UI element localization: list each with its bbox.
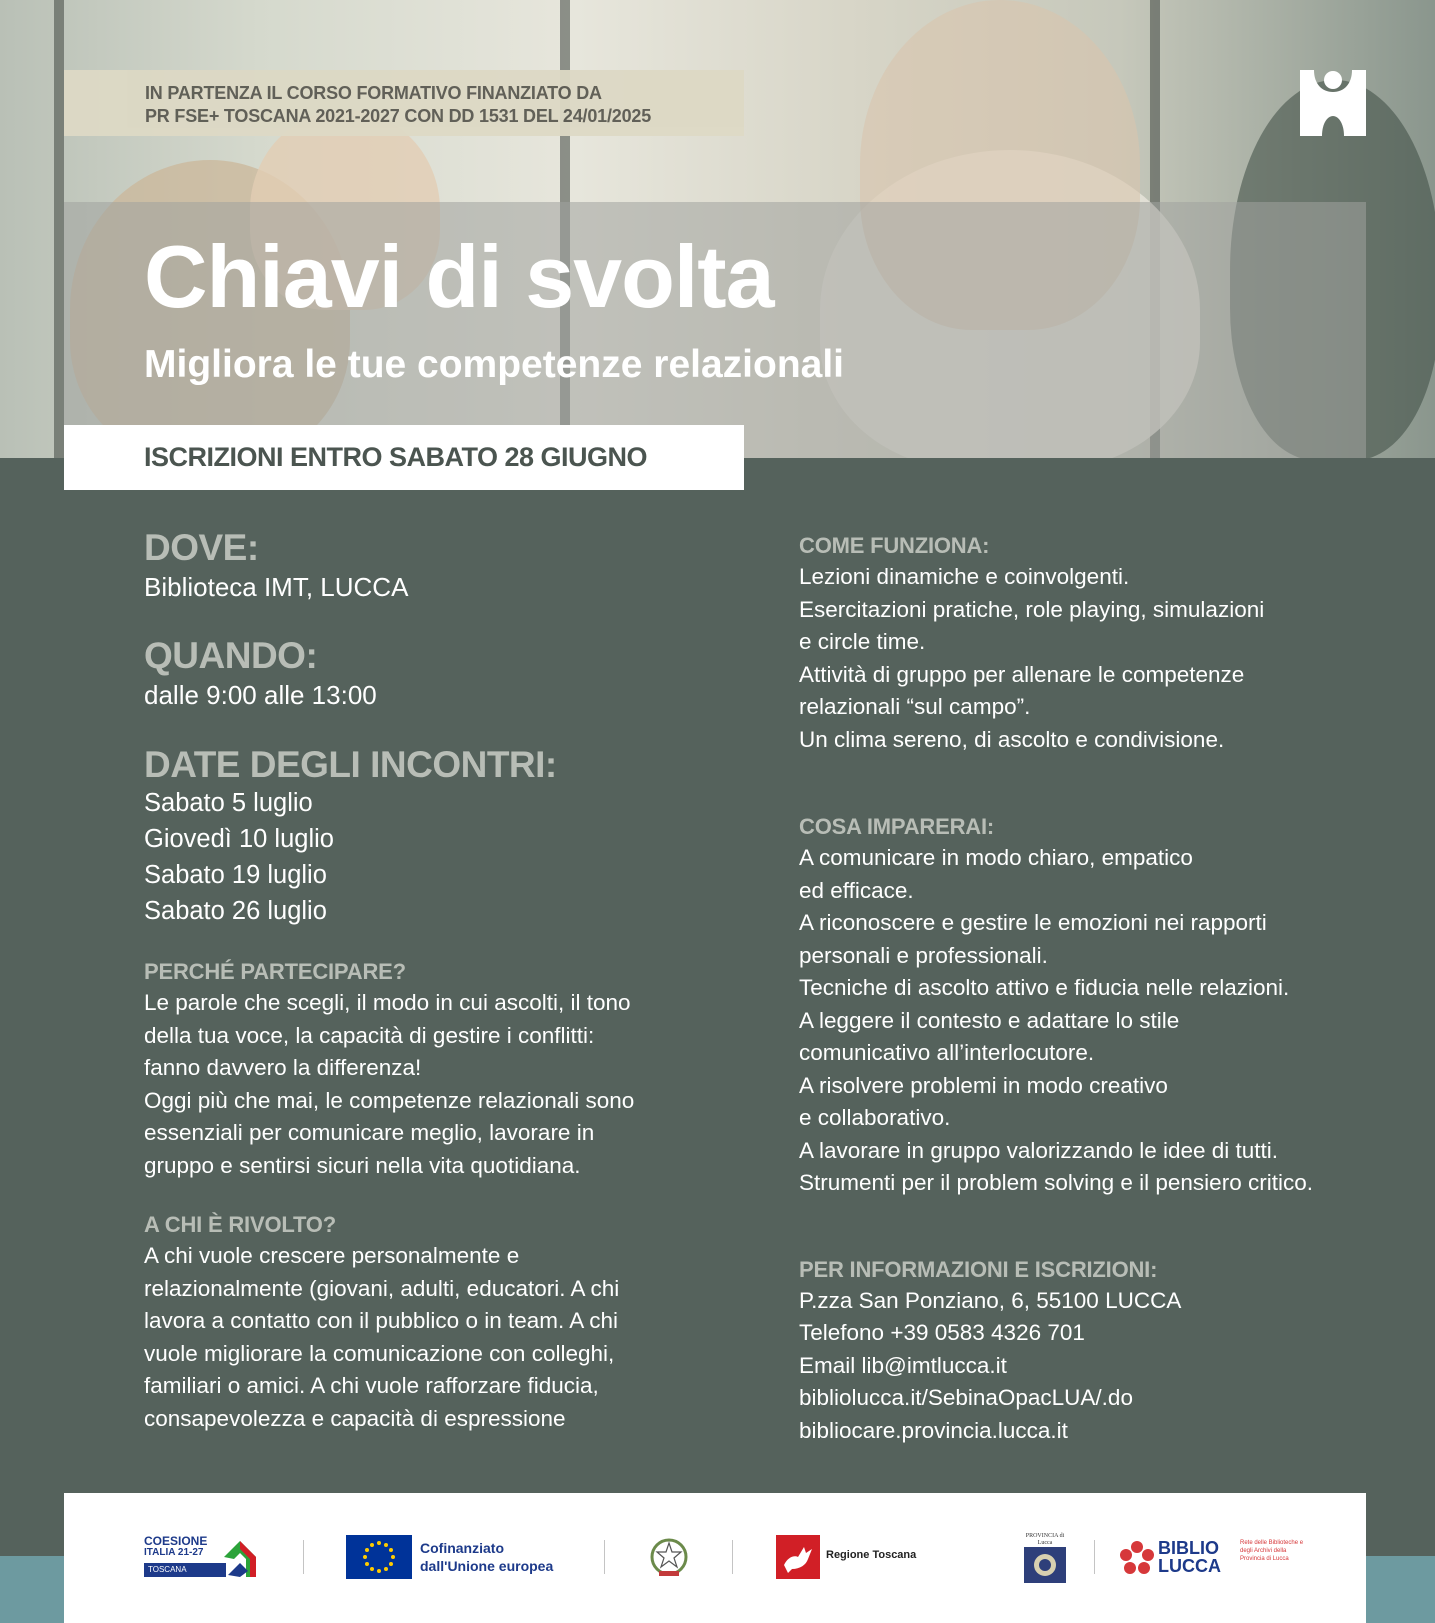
coesione-tag: TOSCANA [144, 1563, 226, 1577]
info-link-bibliocare[interactable]: bibliocare.provincia.lucca.it [799, 1417, 1068, 1443]
italian-republic-emblem-icon [649, 1535, 689, 1579]
logo-separator [732, 1540, 733, 1574]
logo-separator [303, 1540, 304, 1574]
regione-toscana-logo [776, 1535, 936, 1579]
coesione-line-1: COESIONE [144, 1534, 208, 1548]
footer-logos [64, 1493, 1366, 1623]
dove-label: DOVE: [144, 527, 259, 568]
biblio-line-1: BIBLIO [1158, 1538, 1219, 1558]
funding-line-1: IN PARTENZA IL CORSO FORMATIVO FINANZIATO DA [145, 83, 602, 103]
page-title: Chiavi di svolta [144, 227, 774, 326]
window-frame [54, 0, 64, 458]
cosa-imparerai-text: A comunicare in modo chiaro, empatico ed efficace. A riconoscere e gestire le emozioni nei rapporti personali e professionali. Tecniche di ascolto attivo e fiducia nelle relazioni. A leggere il contesto e adattare lo stile comunicativo all’interlocutore. A risolvere problemi in modo creativo e collaborativo. A lavorare in gruppo valorizzando le idee di tutti. Strumenti per il problem solving e il pensiero critico. [799, 845, 1313, 1195]
eu-cofinanziato-logo [346, 1535, 576, 1579]
date-item: Sabato 5 luglio [144, 789, 313, 817]
come-funziona-text: Lezioni dinamiche e coinvolgenti. Esercitazioni pratiche, role playing, simulazioni e circle time. Attività di gruppo per allenare le competenze relazionali “sul campo”. Un clima sereno, di ascolto e condivisione. [799, 564, 1265, 752]
logo-separator [1094, 1540, 1095, 1574]
come-funziona-label: COME FUNZIONA: [799, 533, 990, 558]
funding-line-2: PR FSE+ TOSCANA 2021-2027 CON DD 1531 DEL 24/01/2025 [145, 106, 652, 126]
organizer-logo-icon [1300, 70, 1366, 136]
cosa-imparerai-label: COSA IMPARERAI: [799, 814, 995, 839]
date-item: Sabato 26 luglio [144, 897, 327, 925]
biblio-line-2: LUCCA [1158, 1556, 1221, 1576]
pegasus-icon [776, 1535, 820, 1579]
funding-notice [64, 70, 744, 136]
provincia-lucca-logo [1022, 1533, 1068, 1581]
info-block [799, 1285, 1379, 1448]
info-label: PER INFORMAZIONI E ISCRIZIONI: [799, 1256, 1158, 1282]
coesione-line-2: ITALIA 21-27 [144, 1547, 204, 1558]
quando-value: dalle 9:00 alle 13:00 [144, 680, 377, 710]
left-column [144, 527, 704, 1435]
info-phone[interactable]: Telefono +39 0583 4326 701 [799, 1320, 1085, 1345]
page-subtitle: Migliora le tue competenze relazionali [144, 343, 845, 386]
provincia-crest-icon [1022, 1547, 1068, 1583]
dates-list [144, 785, 704, 929]
eu-line-2: dall'Unione europea [420, 1558, 554, 1574]
deadline-text: ISCRIZIONI ENTRO SABATO 28 GIUGNO [144, 442, 648, 472]
biblio-lucca-logo [1120, 1537, 1320, 1581]
coesione-italia-logo [144, 1535, 264, 1581]
date-item: Giovedì 10 luglio [144, 825, 334, 853]
biblio-note: Rete delle Biblioteche e degli Archivi della Provincia di Lucca [1240, 1540, 1304, 1562]
coesione-arrow-icon [222, 1537, 258, 1579]
quando-label: QUANDO: [144, 635, 318, 676]
rivolto-text: A chi vuole crescere personalmente e relazionalmente (giovani, adulti, educatori. A chi lavora a contatto con il pubblico o in team. A chi vuole migliorare la comunicazione con colleghi, familiari o amici. A chi vuole rafforzare fiducia, consapevolezza e capacità di espressione [144, 1243, 620, 1431]
info-link-opac[interactable]: bibliolucca.it/SebinaOpacLUA/.do [799, 1385, 1133, 1410]
perche-label: PERCHÉ PARTECIPARE? [144, 959, 406, 984]
date-item: Sabato 19 luglio [144, 861, 327, 889]
provincia-label: PROVINCIA di Lucca [1025, 1533, 1065, 1546]
dove-value: Biblioteca IMT, LUCCA [144, 572, 409, 602]
eu-flag-icon [346, 1535, 412, 1579]
flower-icon [1120, 1541, 1154, 1575]
right-column [799, 533, 1379, 1447]
logo-separator [604, 1540, 605, 1574]
eu-line-1: Cofinanziato [420, 1540, 504, 1556]
perche-text: Le parole che scegli, il modo in cui ascolti, il tono della tua voce, la capacità di gestire i conflitti: fanno davvero la differenza! Oggi più che mai, le competenze relazionali sono essenziali per comunicare meglio, lavorare in gruppo e sentirsi sicuri nella vita quotidiana. [144, 990, 635, 1178]
rivolto-label: A CHI È RIVOLTO? [144, 1212, 336, 1237]
regione-label: Regione Toscana [826, 1549, 917, 1561]
date-incontri-label: DATE DEGLI INCONTRI: [144, 744, 557, 785]
registration-deadline [64, 425, 744, 490]
info-email[interactable]: Email lib@imtlucca.it [799, 1352, 1007, 1378]
info-address: P.zza San Ponziano, 6, 55100 LUCCA [799, 1287, 1182, 1313]
